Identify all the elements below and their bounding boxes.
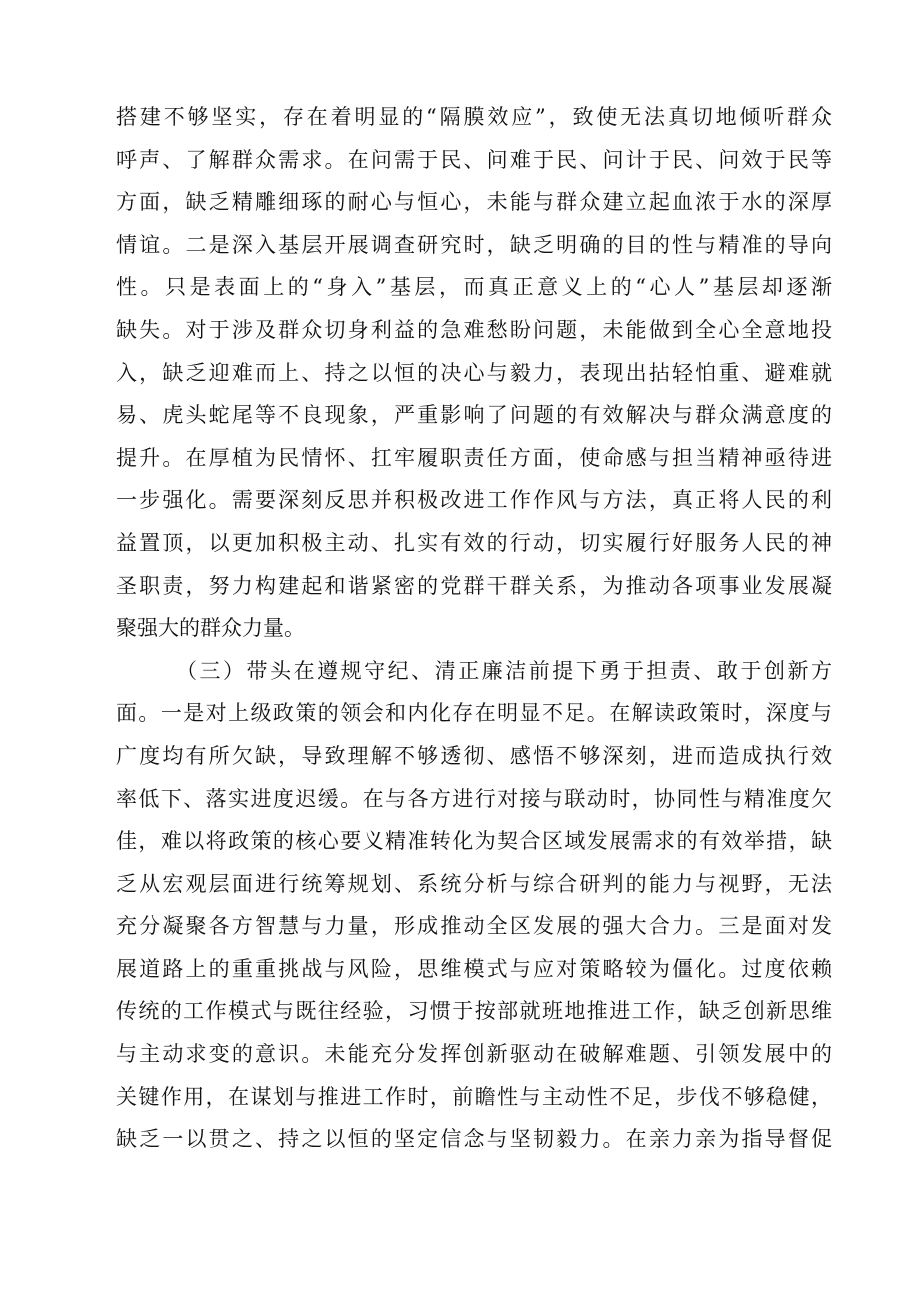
text-line: 乏从宏观层面进行统筹规划、系统分析与综合研判的能力与视野，无法 bbox=[116, 871, 832, 896]
section-heading-line: （三）带头在遵规守纪、清正廉洁前提下勇于担责、敢于创新方 bbox=[176, 658, 832, 683]
text-line: 展道路上的重重挑战与风险，思维模式与应对策略较为僵化。过度依赖 bbox=[116, 956, 832, 981]
text-line: 佳，难以将政策的核心要义精准转化为契合区域发展需求的有效举措，缺 bbox=[116, 829, 832, 854]
text-line: 率低下、落实进度迟缓。在与各方进行对接与联动时，协同性与精准度欠 bbox=[116, 786, 832, 811]
text-line: 益置顶，以更加积极主动、扎实有效的行动，切实履行好服务人民的神 bbox=[116, 530, 832, 555]
text-line: 一步强化。需要深刻反思并积极改进工作作风与方法，真正将人民的利 bbox=[116, 488, 832, 513]
text-line: 呼声、了解群众需求。在问需于民、问难于民、问计于民、问效于民等 bbox=[116, 147, 832, 172]
text-line: 缺失。对于涉及群众切身利益的急难愁盼问题，未能做到全心全意地投 bbox=[116, 317, 832, 342]
text-line-paragraph-end: 聚强大的群众力量。 bbox=[116, 616, 305, 641]
text-line: 性。只是表面上的“身入”基层，而真正意义上的“心人”基层却逐渐 bbox=[116, 275, 832, 300]
text-line: 缺乏一以贯之、持之以恒的坚定信念与坚韧毅力。在亲力亲为指导督促 bbox=[116, 1127, 832, 1152]
text-line: 传统的工作模式与既往经验，习惯于按部就班地推进工作，缺乏创新思维 bbox=[116, 999, 832, 1024]
text-line: 圣职责，努力构建起和谐紧密的党群干群关系，为推动各项事业发展凝 bbox=[116, 573, 832, 598]
text-line: 入，缺乏迎难而上、持之以恒的决心与毅力，表现出拈轻怕重、避难就 bbox=[116, 360, 832, 385]
body-text bbox=[116, 96, 832, 1161]
text-line: 关键作用，在谋划与推进工作时，前瞻性与主动性不足，步伐不够稳健， bbox=[116, 1084, 832, 1109]
text-line: 搭建不够坚实，存在着明显的“隔膜效应”，致使无法真切地倾听群众 bbox=[116, 105, 832, 129]
text-line: 广度均有所欠缺，导致理解不够透彻、感悟不够深刻，进而造成执行效 bbox=[116, 743, 832, 768]
text-line: 情谊。二是深入基层开展调查研究时，缺乏明确的目的性与精准的导向 bbox=[116, 232, 832, 257]
text-line: 与主动求变的意识。未能充分发挥创新驱动在破解难题、引领发展中的 bbox=[116, 1042, 832, 1067]
text-line: 方面，缺乏精雕细琢的耐心与恒心，未能与群众建立起血浓于水的深厚 bbox=[116, 190, 832, 215]
text-line: 提升。在厚植为民情怀、扛牢履职责任方面，使命感与担当精神亟待进 bbox=[116, 445, 832, 470]
text-line: 充分凝聚各方智慧与力量，形成推动全区发展的强大合力。三是面对发 bbox=[116, 914, 832, 939]
text-line: 易、虎头蛇尾等不良现象，严重影响了问题的有效解决与群众满意度的 bbox=[116, 403, 832, 428]
text-line: 面。一是对上级政策的领会和内化存在明显不足。在解读政策时，深度与 bbox=[116, 701, 832, 726]
